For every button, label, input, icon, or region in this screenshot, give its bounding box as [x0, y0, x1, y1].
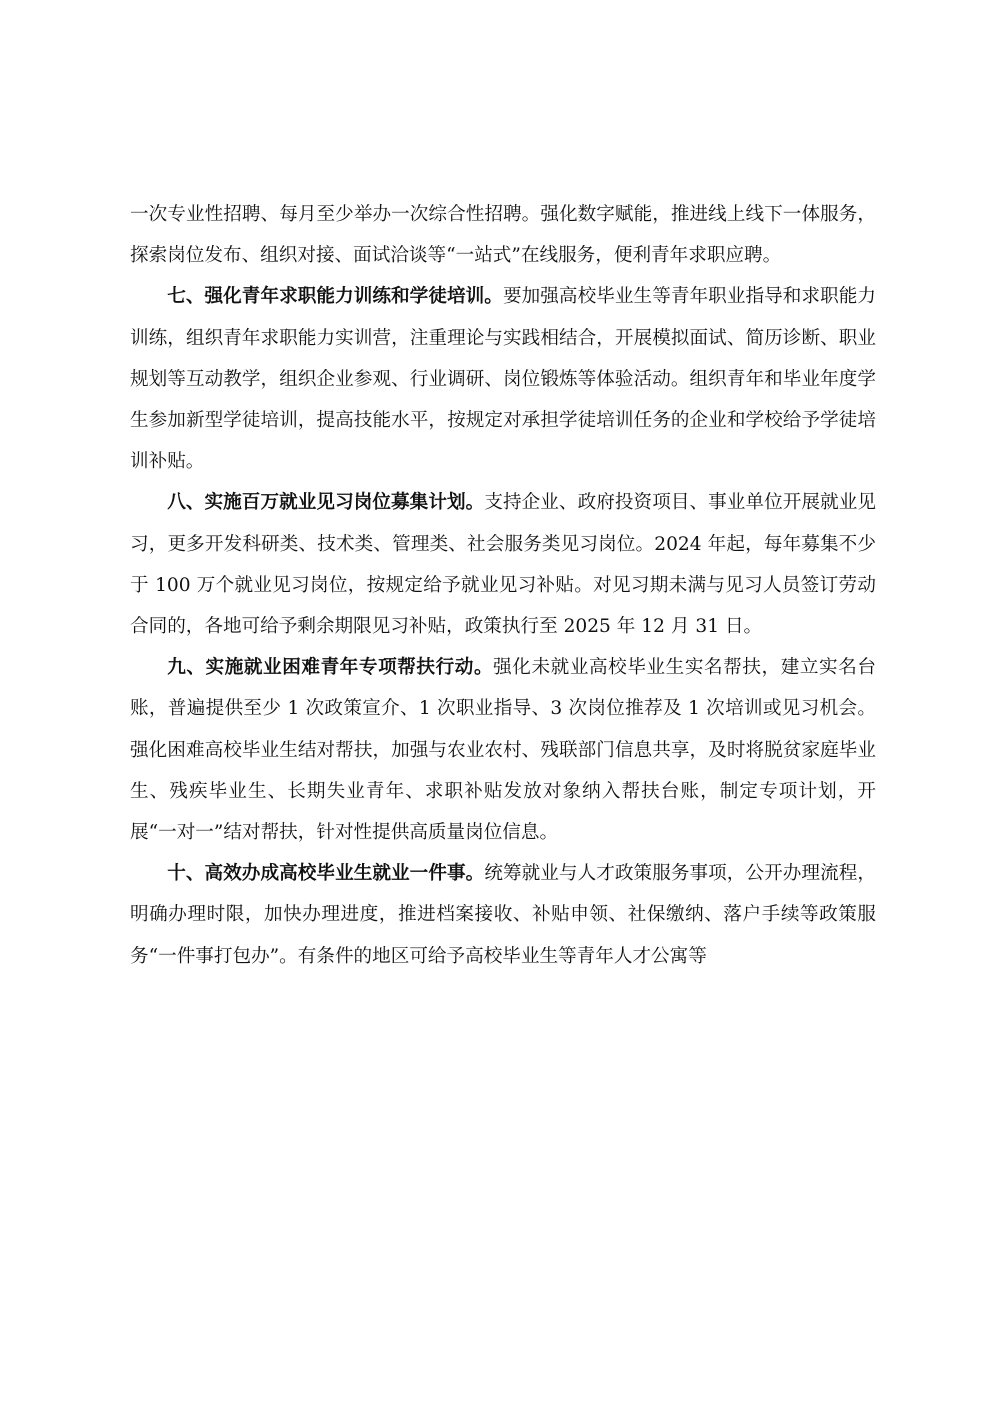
paragraph-item-7	[130, 276, 876, 482]
paragraph-body: 要加强高校毕业生等青年职业指导和求职能力训练，组织青年求职能力实训营，注重理论与实践相结合，开展模拟面试、简历诊断、职业规划等互动教学，组织企业参观、行业调研、岗位锻炼等体验活动。组织青年和毕业年度学生参加新型学徒培训，提高技能水平，按规定对承担学徒培训任务的企业和学校给予学徒培训补贴。	[130, 286, 876, 473]
paragraph-continued	[130, 194, 876, 276]
document-page	[130, 194, 876, 977]
paragraph-body: 一次专业性招聘、每月至少举办一次综合性招聘。强化数字赋能，推进线上线下一体服务，探索岗位发布、组织对接、面试洽谈等“一站式”在线服务，便利青年求职应聘。	[130, 204, 876, 267]
paragraph-item-8	[130, 482, 876, 647]
paragraph-body: 统筹就业与人才政策服务事项，公开办理流程，明确办理时限，加快办理进度，推进档案接收、补贴申领、社保缴纳、落户手续等政策服务“一件事打包办”。有条件的地区可给予高校毕业生等青年人才公寓等	[130, 863, 876, 967]
paragraph-heading: 八、实施百万就业见习岗位募集计划。	[167, 492, 485, 514]
paragraph-body: 强化未就业高校毕业生实名帮扶，建立实名台账，普遍提供至少 1 次政策宣介、1 次职业指导、3 次岗位推荐及 1 次培训或见习机会。强化困难高校毕业生结对帮扶，加强与农业农村、残联部门信息共享，及时将脱贫家庭毕业生、残疾毕业生、长期失业青年、求职补贴发放对象纳入帮扶台账，制定专项计划，开展“一对一”结对帮扶，针对性提供高质量岗位信息。	[130, 657, 876, 844]
paragraph-heading: 十、高效办成高校毕业生就业一件事。	[167, 863, 485, 885]
paragraph-heading: 九、实施就业困难青年专项帮扶行动。	[167, 657, 494, 679]
paragraph-heading: 七、强化青年求职能力训练和学徒培训。	[167, 286, 503, 308]
paragraph-body: 支持企业、政府投资项目、事业单位开展就业见习，更多开发科研类、技术类、管理类、社会服务类见习岗位。2024 年起，每年募集不少于 100 万个就业见习岗位，按规定给予就业见习补贴。对见习期未满与见习人员签订劳动合同的，各地可给予剩余期限见习补贴，政策执行至 2025 年 12 月 31 日。	[130, 492, 876, 638]
paragraph-item-10	[130, 853, 876, 977]
paragraph-item-9	[130, 647, 876, 853]
